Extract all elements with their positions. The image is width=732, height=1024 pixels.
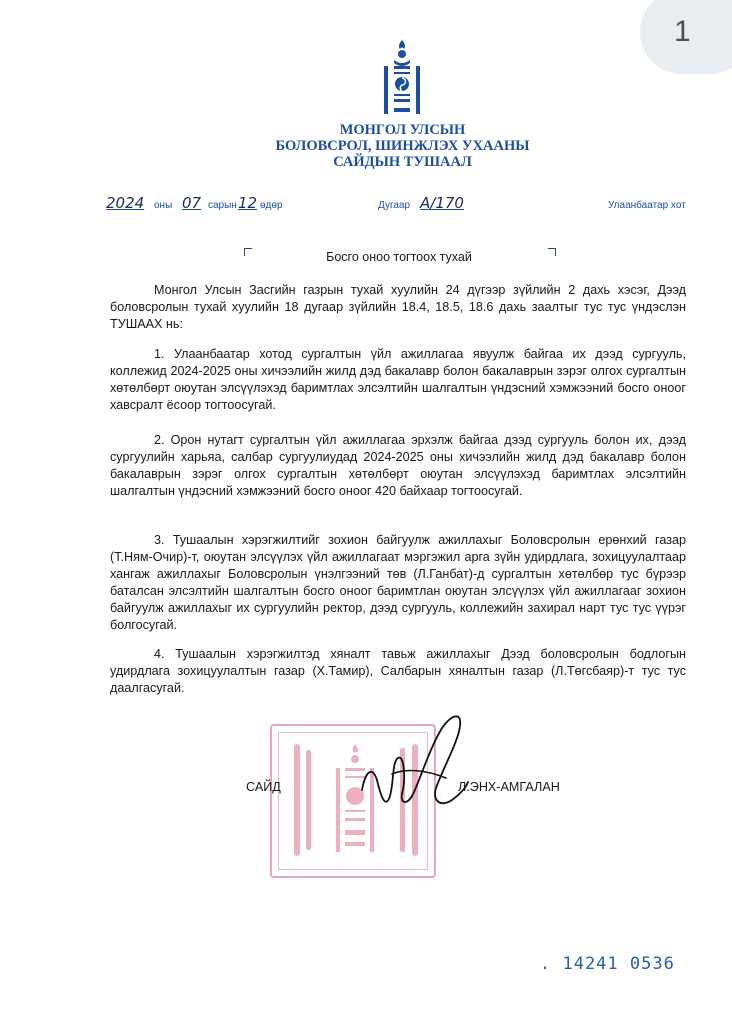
date-year: 2024 [106, 194, 145, 212]
date-month: 07 [182, 194, 202, 212]
order-number-value: А/170 [420, 194, 464, 212]
date-day-word: өдөр [260, 200, 283, 211]
order-city: Улаанбаатар хот [608, 200, 686, 211]
page-number: 1 [674, 15, 691, 48]
soyombo-emblem-icon [380, 38, 424, 118]
paragraph-text: 4. Тушаалын хэрэгжилтэд хяналт тавьж ажиллахыг Дээд боловсролын бодлогын удирдлага зохицуулалтын газар (Х.Тамир), Салбарын хяналтын газар (Л.Төгсбаяр)-т тус тус даалгасугай. [110, 647, 686, 695]
preamble-paragraph [110, 282, 686, 333]
order-number-label: Дугаар [378, 200, 411, 211]
order-meta-row [0, 192, 732, 216]
clause-paragraph-3 [110, 532, 686, 634]
paragraph-text: 2. Орон нутагт сургалтын үйл ажиллагаа эрхэлж байгаа дээд сургууль болон их, дээд сургуулийн харьяа, салбар сургуулиудад 2024-2025 оны хичээлийн жилд дэд бакалавр болон бакалаврын зэрэг олгох сургалтын хөтөлбөрт оюутан элсүүлэхэд баримтлах элсэлтийн шалгалтын үндэсний хэмжээний босго оноог 420 байхаар тогтоосугай. [110, 433, 686, 498]
date-day: 12 [238, 194, 258, 212]
document-title: Босго оноо тогтоох тухай [326, 250, 472, 264]
clause-paragraph-2 [110, 432, 686, 500]
header-line-ministry: БОЛОВСРОЛ, ШИНЖЛЭХ УХААНЫ [275, 138, 530, 154]
clause-paragraph-1 [110, 346, 686, 414]
paragraph-text: 3. Тушаалын хэрэгжилтийг зохион байгуулж ажиллахыг Боловсролын ерөнхий газар (Т.Ням-Очир)-т, оюутан элсүүлэх үйл ажиллагаат мэргэжил арга зүйн удирдлага, зохицуулалтаар хангаж ажиллахыг Боловсролын үнэлгээний төв (Л.Ганбат)-д сургалтын хөтөлбөр тус бүрээр баталсан элсэлтийн шалгалтын босго оноог баримтлан оюутан элсүүлэх үйл ажиллагааг зохион байгуулж ажиллахыг их сургуулийн ректор, дээд сургууль, коллежийн захирал нарт тус тус үүрэг болгосугай. [110, 533, 686, 632]
signature-title: САЙД [246, 780, 281, 794]
paragraph-text: Монгол Улсын Засгийн газрын тухай хуулийн 24 дүгээр зүйлийн 2 дахь хэсэг, Дээд боловсролын тухай хуулийн 18 дугаар зүйлийн 18.4, 18.5, 18.6 дахь заалтыг тус тус үндэслэн ТУШААХ нь: [110, 283, 686, 331]
paragraph-text: 1. Улаанбаатар хотод сургалтын үйл ажиллагаа явуулж байгаа их дээд сургууль, коллежид 2024-2025 оны хичээлийн жилд дэд бакалавр болон бакалаврын зэрэг олгох сургалтын хөтөлбөрт оюутан элсүүлэхэд баримтлах элсэлтийн шалгалтын үндэсний хэмжээний босго оноог хавсралт ёсоор тогтоосугай. [110, 347, 686, 412]
header-line-country: МОНГОЛ УЛСЫН [339, 122, 466, 138]
signature-name: Л.ЭНХ-АМГАЛАН [458, 780, 560, 794]
clause-paragraph-4 [110, 646, 686, 697]
header-line-order: САЙДЫН ТУШААЛ [333, 154, 472, 170]
date-year-word: оны [154, 200, 173, 211]
page-number-badge [640, 0, 732, 74]
date-month-word: сарын [208, 200, 237, 211]
handwritten-signature-icon [356, 708, 472, 816]
serial-number: . 14241 0536 [540, 954, 675, 974]
